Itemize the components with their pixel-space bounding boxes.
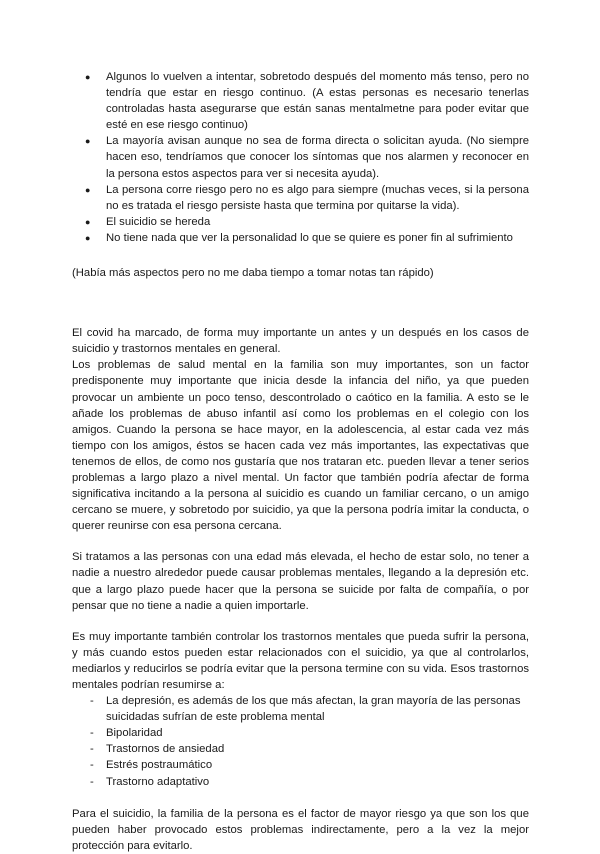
dash-marker: - xyxy=(90,775,94,788)
list-item xyxy=(72,230,529,246)
bullet-text: La mayoría avisan aunque no sea de forma directa o solicitan ayuda. (No siempre hacen eso, tendríamos que conocer los síntomas que nos alarmen y reconocer en la persona estos aspectos para ver si necesita ayuda). xyxy=(106,135,529,180)
dash-text: Estrés postraumático xyxy=(106,759,213,772)
list-item xyxy=(72,774,529,790)
bullet-text: Algunos lo vuelven a intentar, sobretodo después del momento más tenso, pero no tendría que estar en riesgo continuo. (A estas personas es necesario tenerlas controladas hasta asegurarse que están sanas mentalmetne para poder evitar que esté en ese riesgo continuo) xyxy=(106,71,529,132)
covid-paragraph: El covid ha marcado, de forma muy importante un antes y un después en los casos de suicidio y trastornos mentales en general. xyxy=(72,327,529,356)
dash-marker: - xyxy=(90,759,94,772)
dash-marker: - xyxy=(90,695,94,708)
disorders-paragraph: Es muy importante también controlar los trastornos mentales que pueda sufrir la persona, y más cuando estos pueden estar relacionados con el suicidio, ya que al controlarlos, mediarlos y reducirlos se podría evitar que la persona termine con su vida. Esos trastornos mentales podrían resumirse a: xyxy=(72,630,529,691)
bullet-marker: ● xyxy=(85,72,91,82)
list-item xyxy=(72,741,529,757)
dash-text: Trastornos de ansiedad xyxy=(106,743,225,756)
list-item xyxy=(72,133,529,181)
dash-marker: - xyxy=(90,727,94,740)
final-paragraph: Para el suicidio, la familia de la persona es el factor de mayor riesgo ya que son los que pueden haber provocado estos problemas indirectamente, pero a la vez la mejor protección para evitarlo. xyxy=(72,807,529,852)
list-item xyxy=(72,693,529,725)
bullet-text: La persona corre riesgo pero no es algo para siempre (muchas veces, si la persona no es tratada el riesgo persiste hasta que termina por quitarse la vida). xyxy=(106,183,529,212)
list-item xyxy=(72,182,529,214)
bullet-text: No tiene nada que ver la personalidad lo que se quiere es poner fin al sufrimiento xyxy=(106,231,513,244)
bullet-marker: ● xyxy=(85,216,91,227)
bullet-marker: ● xyxy=(85,232,91,243)
note-paragraph: (Había más aspectos pero no me daba tiempo a tomar notas tan rápido) xyxy=(72,267,434,280)
bullet-marker: ● xyxy=(85,136,91,147)
disorders-dash-list xyxy=(72,693,529,790)
myths-bullet-list xyxy=(72,69,529,246)
list-item xyxy=(72,69,529,133)
bullet-marker: ● xyxy=(85,184,91,195)
dash-text: Trastorno adaptativo xyxy=(106,775,210,788)
dash-text: La depresión, es además de los que más afectan, la gran mayoría de las personas suicidadas sufrían de este problema mental xyxy=(106,695,521,724)
family-paragraph: Los problemas de salud mental en la familia son muy importantes, son un factor predisponente muy importante que inicia desde la infancia del niño, ya que pueden provocar un ambiente un poco tenso, descontrolado o caótico en la familia. A esto se le añade los problemas de abuso infantil así como los problemas en el colegio con los amigos. Cuando la persona se hace mayor, en la adolescencia, al estar cada vez más tiempo con los amigos, éstos se hacen cada vez más importantes, las expectativas que tenemos de ellos, de como nos gustaría que nos trataran etc. pueden llevar a tener serios problemas a largo plazo a nivel mental. Un factor que también podría afectar de forma significativa incitando a la persona al suicidio es cuando un familiar cercano, o un amigo cercano se muere, y sobretodo por suicidio, ya que la persona podría imitar la conducta, o querer reunirse con esa persona cercana. xyxy=(72,359,529,533)
bullet-text: El suicidio se hereda xyxy=(106,215,211,228)
list-item xyxy=(72,725,529,741)
dash-marker: - xyxy=(90,743,94,756)
age-paragraph: Si tratamos a las personas con una edad más elevada, el hecho de estar solo, no tener a nadie a nuestro alrededor puede causar problemas mentales, llegando a la depresión etc. que a largo plazo puede hacer que la persona se suicide por falta de compañía, o por pensar que no tiene a nadie a quien importarle. xyxy=(72,551,529,612)
list-item xyxy=(72,757,529,773)
dash-text: Bipolaridad xyxy=(106,727,163,740)
list-item xyxy=(72,214,529,230)
